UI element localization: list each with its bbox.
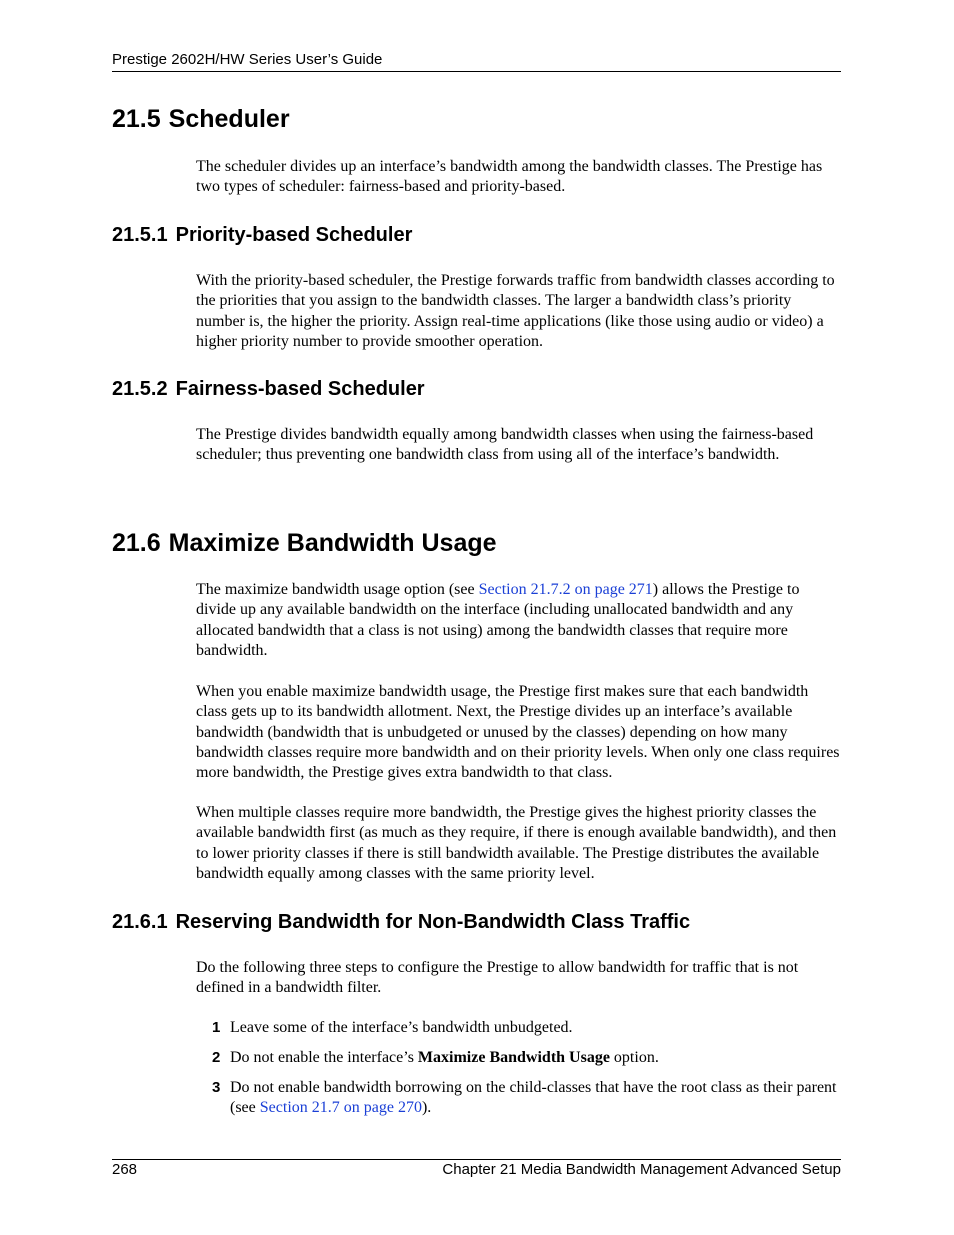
text-run: Do not enable bandwidth borrowing on the child-classes that have the root class as their parent (see xyxy=(230,1079,837,1117)
section-number: 21.6.1 xyxy=(112,911,168,933)
step-item xyxy=(212,1078,842,1119)
section-number: 21.5.2 xyxy=(112,378,168,400)
section-heading-21-6-1 xyxy=(112,910,690,934)
reserving-intro-paragraph: Do the following three steps to configure the Prestige to allow bandwidth for traffic that is not defined in a bandwidth filter. xyxy=(196,959,799,997)
fairness-scheduler-paragraph: The Prestige divides bandwidth equally among bandwidth classes when using the fairness-based scheduler; thus preventing one bandwidth class from using all of the interface’s bandwidth. xyxy=(196,426,814,464)
section-number: 21.5 xyxy=(112,105,161,133)
running-header: Prestige 2602H/HW Series User’s Guide xyxy=(112,51,383,68)
footer-rule xyxy=(112,1159,841,1160)
step-number: 2 xyxy=(212,1049,221,1066)
ui-term-bold: Maximize Bandwidth Usage xyxy=(417,1049,610,1066)
maximize-paragraph-1 xyxy=(196,580,842,661)
section-number: 21.6 xyxy=(112,529,161,557)
step-text xyxy=(230,1078,842,1119)
text-run: option. xyxy=(609,1049,659,1066)
section-title: Priority-based Scheduler xyxy=(175,224,413,246)
maximize-paragraph-2: When you enable maximize bandwidth usage, the Prestige first makes sure that each bandwidth class gets up to its bandwidth allotment. Next, the Prestige divides up an interface’s available bandwidth (bandwidth that is unbudgeted or unused by the classes) depending on how many bandwidth classes require more bandwidth and on their priority levels. When only one class requires more bandwidth, the Prestige gives extra bandwidth to that class. xyxy=(196,683,840,782)
section-title: Fairness-based Scheduler xyxy=(175,378,425,400)
step-text: Leave some of the interface’s bandwidth unbudgeted. xyxy=(230,1019,573,1036)
step-item xyxy=(212,1018,842,1038)
scheduler-paragraph: The scheduler divides up an interface’s bandwidth among the bandwidth classes. The Prestige has two types of scheduler: fairness-based and priority-based. xyxy=(196,158,823,196)
step-item xyxy=(212,1048,842,1068)
header-rule xyxy=(112,71,841,72)
section-heading-21-5-2 xyxy=(112,377,425,401)
section-title: Reserving Bandwidth for Non-Bandwidth Class Traffic xyxy=(175,911,691,933)
maximize-paragraph-3: When multiple classes require more bandwidth, the Prestige gives the highest priority classes the available bandwidth first (as much as they require, if there is enough available bandwidth), and then to lower priority classes if there is still bandwidth available. The Prestige distributes the available bandwidth equally among classes with the same priority level. xyxy=(196,804,837,882)
chapter-footer-title: Chapter 21 Media Bandwidth Management Advanced Setup xyxy=(442,1161,841,1178)
cross-reference-link[interactable]: Section 21.7.2 on page 271 xyxy=(478,581,653,598)
page-number: 268 xyxy=(112,1161,138,1178)
section-title: Scheduler xyxy=(168,105,290,133)
section-heading-21-5 xyxy=(112,104,290,134)
section-heading-21-6 xyxy=(112,528,497,558)
step-text xyxy=(230,1048,842,1068)
text-run: ). xyxy=(421,1099,432,1117)
step-number: 3 xyxy=(212,1079,221,1096)
section-heading-21-5-1 xyxy=(112,223,412,247)
text-run: ) allows the Prestige to divide up any available bandwidth on the interface (including unallocated bandwidth and any allocated bandwidth that a class is not using) among the bandwidth classes that require more bandwidth. xyxy=(196,581,800,659)
cross-reference-link[interactable]: Section 21.7 on page 270 xyxy=(259,1099,422,1117)
section-title: Maximize Bandwidth Usage xyxy=(168,529,497,557)
text-run: Do not enable the interface’s xyxy=(230,1049,418,1066)
text-run: The maximize bandwidth usage option (see xyxy=(196,581,479,598)
section-number: 21.5.1 xyxy=(112,224,168,246)
step-number: 1 xyxy=(212,1019,221,1036)
priority-scheduler-paragraph: With the priority-based scheduler, the Prestige forwards traffic from bandwidth classes according to the priorities that you assign to the bandwidth classes. The larger a bandwidth class’s priority number is, the higher the priority. Assign real-time applications (like those using audio or video) a higher priority number to provide smoother operation. xyxy=(196,272,835,350)
